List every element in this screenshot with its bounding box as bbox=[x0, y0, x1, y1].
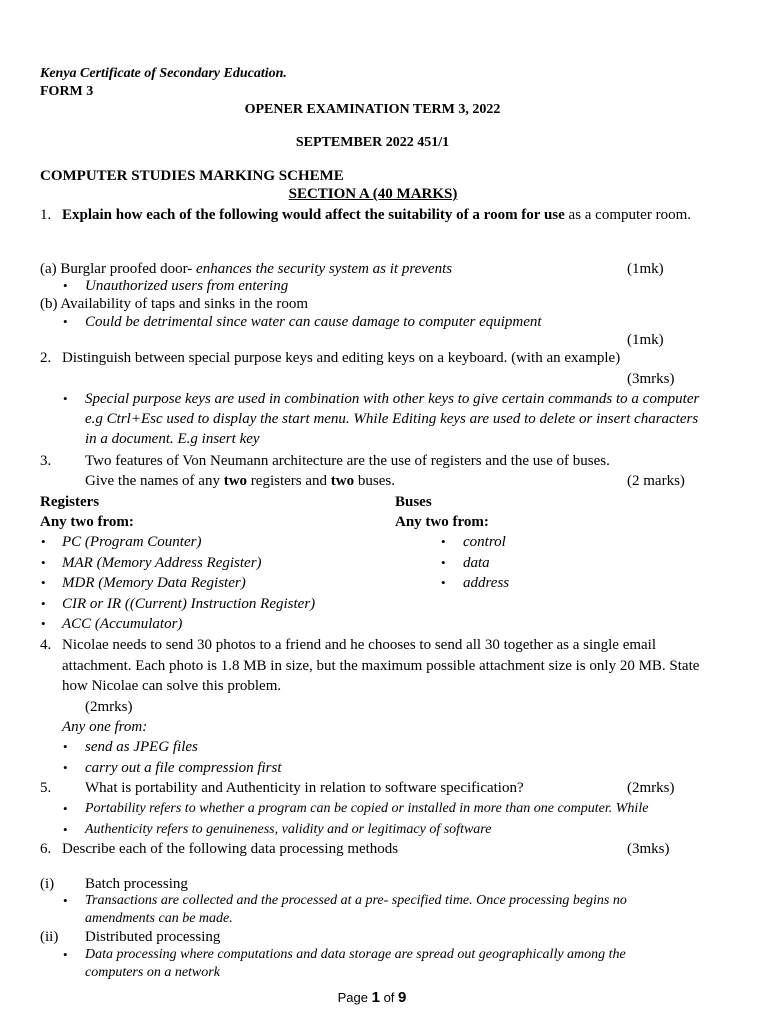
marks: (3mks) bbox=[627, 841, 670, 857]
answer-bullet: Unauthorized users from entering bbox=[85, 278, 289, 294]
answer-bullet: Could be detrimental since water can cause damage to computer equipment bbox=[85, 314, 542, 330]
bullet-icon: • bbox=[441, 575, 446, 590]
bullet-icon: • bbox=[63, 391, 68, 406]
answer-bullet: Authenticity refers to genuineness, validity and or legitimacy of software bbox=[85, 822, 492, 837]
register-item: CIR or IR ((Current) Instruction Register) bbox=[62, 596, 316, 612]
question-1b: (b) Availability of taps and sinks in the room bbox=[40, 296, 309, 312]
bus-item: control bbox=[463, 534, 506, 550]
bullet-icon: • bbox=[41, 555, 46, 570]
text-segment: two bbox=[223, 473, 248, 489]
question-number: 3. bbox=[40, 453, 52, 469]
question-1a-label: (a) Burglar proofed door- bbox=[40, 261, 197, 277]
answer-line: Special purpose keys are used in combination with other keys to give certain commands to a computer bbox=[85, 391, 700, 407]
bus-item: address bbox=[463, 575, 510, 591]
question-2-stem: Distinguish between special purpose keys and editing keys on a keyboard. (with an example) bbox=[62, 350, 621, 366]
question-3-stem-2 bbox=[85, 472, 395, 490]
register-item: MDR (Memory Data Register) bbox=[62, 575, 246, 591]
question-6-stem: Describe each of the following data processing methods bbox=[62, 841, 399, 857]
marks: (3mrks) bbox=[627, 371, 675, 387]
answer-bullet: send as JPEG files bbox=[85, 739, 198, 755]
bullet-icon: • bbox=[41, 596, 46, 611]
bullet-icon: • bbox=[63, 893, 68, 908]
question-number: 1. bbox=[40, 207, 52, 223]
item-title: Batch processing bbox=[85, 876, 188, 892]
question-1-stem-rest: as a computer room. bbox=[564, 207, 691, 223]
register-item: ACC (Accumulator) bbox=[62, 616, 183, 632]
question-1-stem bbox=[62, 206, 691, 224]
buses-any-two: Any two from: bbox=[395, 514, 489, 530]
answer-line: computers on a network bbox=[85, 965, 220, 980]
question-number: 6. bbox=[40, 841, 52, 857]
item-label: (i) bbox=[40, 876, 55, 892]
question-number: 4. bbox=[40, 637, 52, 653]
bullet-icon: • bbox=[41, 616, 46, 631]
bullet-icon: • bbox=[41, 534, 46, 549]
marks: (2mrks) bbox=[627, 780, 675, 796]
bullet-icon: • bbox=[63, 822, 68, 837]
question-1a-answer: enhances the security system as it prevents bbox=[196, 261, 453, 277]
marks: (2 marks) bbox=[627, 473, 685, 489]
registers-heading: Registers bbox=[40, 494, 100, 510]
marks: (1mk) bbox=[627, 332, 664, 348]
answer-line: Data processing where computations and data storage are spread out geographically among the bbox=[85, 947, 626, 962]
exam-date-code: SEPTEMBER 2022 451/1 bbox=[295, 135, 450, 150]
text-segment: buses. bbox=[354, 473, 395, 489]
kcse-title: Kenya Certificate of Secondary Education. bbox=[40, 66, 287, 81]
bullet-icon: • bbox=[63, 314, 68, 329]
question-4-line: how Nicolae can solve this problem. bbox=[62, 678, 282, 694]
footer-page-number: 1 bbox=[371, 989, 380, 1006]
item-label: (ii) bbox=[40, 929, 59, 945]
item-title: Distributed processing bbox=[85, 929, 221, 945]
text-segment: two bbox=[330, 473, 355, 489]
question-4-line: Nicolae needs to send 30 photos to a friend and he chooses to send all 30 together as a single email bbox=[62, 637, 657, 653]
answer-bullet: carry out a file compression first bbox=[85, 760, 282, 776]
bullet-icon: • bbox=[63, 801, 68, 816]
any-one-from: Any one from: bbox=[62, 719, 148, 735]
register-item: PC (Program Counter) bbox=[62, 534, 202, 550]
page-footer bbox=[0, 989, 744, 1006]
registers-any-two: Any two from: bbox=[40, 514, 134, 530]
form-label: FORM 3 bbox=[40, 84, 94, 99]
answer-line: amendments can be made. bbox=[85, 911, 233, 926]
answer-line: e.g Ctrl+Esc used to display the start menu. While Editing keys are used to delete or insert characters bbox=[85, 411, 699, 427]
register-item: MAR (Memory Address Register) bbox=[62, 555, 262, 571]
bullet-icon: • bbox=[41, 575, 46, 590]
marks: (2mrks) bbox=[85, 699, 133, 715]
answer-line: in a document. E.g insert key bbox=[85, 431, 260, 447]
bus-item: data bbox=[463, 555, 490, 571]
bullet-icon: • bbox=[441, 534, 446, 549]
bullet-icon: • bbox=[63, 739, 68, 754]
marking-scheme-title: COMPUTER STUDIES MARKING SCHEME bbox=[40, 168, 344, 184]
bullet-icon: • bbox=[441, 555, 446, 570]
bullet-icon: • bbox=[63, 760, 68, 775]
question-1-stem-bold: Explain how each of the following would affect the suitability of a room for use bbox=[62, 207, 565, 223]
marks: (1mk) bbox=[627, 261, 664, 277]
footer-of-word: of bbox=[379, 990, 399, 1005]
question-number: 2. bbox=[40, 350, 52, 366]
question-number: 5. bbox=[40, 780, 52, 796]
bullet-icon: • bbox=[63, 947, 68, 962]
question-1a bbox=[40, 260, 452, 278]
question-3-stem: Two features of Von Neumann architecture are the use of registers and the use of buses. bbox=[85, 453, 610, 469]
buses-heading: Buses bbox=[395, 494, 432, 510]
section-heading: SECTION A (40 MARKS) bbox=[288, 186, 458, 202]
exam-title: OPENER EXAMINATION TERM 3, 2022 bbox=[244, 102, 501, 117]
answer-line: Transactions are collected and the processed at a pre- specified time. Once processing begins no bbox=[85, 893, 627, 908]
answer-bullet: Portability refers to whether a program can be copied or installed in more than one computer. While bbox=[85, 801, 649, 816]
text-segment: Give the names of any bbox=[85, 473, 224, 489]
bullet-icon: • bbox=[63, 278, 68, 293]
question-4-line: attachment. Each photo is 1.8 MB in size, but the maximum possible attachment size is only 20 MB. State bbox=[62, 658, 700, 674]
footer-page-word: Page bbox=[337, 990, 372, 1005]
text-segment: registers and bbox=[247, 473, 331, 489]
question-5-stem: What is portability and Authenticity in relation to software specification? bbox=[85, 780, 524, 796]
footer-total-pages: 9 bbox=[398, 989, 407, 1006]
